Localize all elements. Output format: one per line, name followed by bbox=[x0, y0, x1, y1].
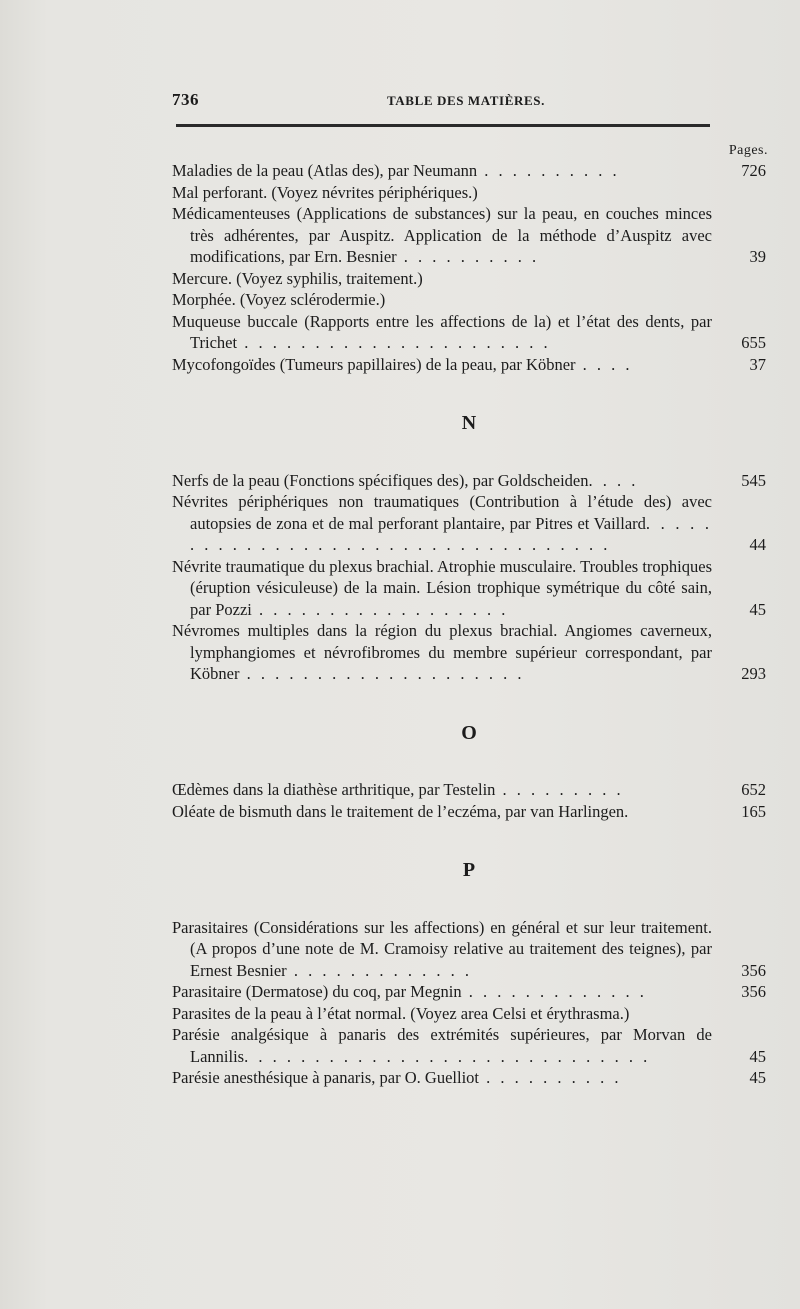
entry-text: Maladies de la peau (Atlas des), par Neumann bbox=[172, 161, 478, 180]
leader-dots: . . . . . . . . . . . . . . . . . . . . . . bbox=[237, 333, 551, 352]
entry-page-number: 652 bbox=[741, 780, 766, 799]
entry-page-number: 726 bbox=[741, 161, 766, 180]
index-entry bbox=[172, 917, 766, 982]
entry-text: Névrites périphériques non traumatiques (Contribution à l’étude des) avec autopsies de zona et de mal perforant plantaire, par Pitres et Vaillard bbox=[172, 492, 712, 533]
entry-page-number: 356 bbox=[741, 960, 766, 980]
entry-page-number: 45 bbox=[749, 599, 766, 619]
entry-text: Parasites de la peau à l’état normal. (Voyez area Celsi et érythrasma.) bbox=[172, 1003, 630, 1023]
index-entry bbox=[172, 203, 766, 268]
page-number: 736 bbox=[172, 90, 199, 109]
entry-text: Parasitaire (Dermatose) du coq, par Megnin bbox=[172, 982, 462, 1001]
pages-column-label: Pages. bbox=[728, 143, 768, 158]
page-header bbox=[172, 90, 712, 112]
index-entry bbox=[172, 182, 766, 204]
leader-dots: . . . . . . . . . . . . . . . . . . . . bbox=[239, 664, 525, 683]
index-entry bbox=[172, 779, 766, 801]
leader-dots: . . . . . . . . . . bbox=[396, 247, 540, 266]
running-title: TABLE DES MATIÈRES. bbox=[387, 93, 545, 108]
entry-text: Nerfs de la peau (Fonctions spécifiques des), par Goldscheiden bbox=[172, 470, 589, 490]
leader-dots: . . . . bbox=[588, 470, 639, 490]
entry-page-number: 45 bbox=[749, 1068, 766, 1087]
entry-page-number: 356 bbox=[741, 982, 766, 1001]
index-entry bbox=[172, 491, 766, 556]
index-entry bbox=[172, 311, 766, 354]
entry-page-number: 165 bbox=[741, 801, 766, 821]
entry-text: Mercure. (Voyez syphilis, traitement.) bbox=[172, 268, 423, 288]
leader-dots: . . . . . . . . . bbox=[495, 780, 624, 799]
index-entry bbox=[172, 268, 766, 290]
leader-dots: . . . . . . . . . . bbox=[477, 161, 620, 180]
section-letter: N bbox=[461, 412, 477, 434]
entry-text: Oléate de bismuth dans le traitement de l’eczéma, par van Harlingen. bbox=[172, 801, 629, 821]
leader-dots: . . . . . . . . . . . . . . . . . . . . . . . . . . . . . bbox=[244, 1046, 651, 1066]
entry-page-number: 655 bbox=[741, 333, 766, 352]
index-entry bbox=[172, 1067, 766, 1089]
index-entry bbox=[172, 160, 766, 182]
leader-dots: . . . . . . . . . . . . . . . . . . bbox=[251, 599, 509, 619]
index-entry bbox=[172, 620, 766, 685]
leader-dots: . . . . . . . . . . . . . . . . . . . . . . . . . . . . . . . . . . . bbox=[190, 513, 713, 554]
entry-page-number: 37 bbox=[749, 354, 766, 374]
entry-text: Morphée. (Voyez sclérodermie.) bbox=[172, 290, 386, 309]
index-entry bbox=[172, 470, 766, 492]
header-rule bbox=[176, 124, 710, 127]
section-letter: P bbox=[462, 859, 476, 881]
index-content bbox=[172, 160, 766, 1089]
index-entry bbox=[172, 981, 766, 1003]
leader-dots: . . . . . . . . . . bbox=[478, 1068, 622, 1087]
entry-text: Parésie anesthésique à panaris, par O. Guelliot bbox=[172, 1068, 479, 1087]
leader-dots: . . . . . . . . . . . . . bbox=[461, 982, 647, 1001]
entry-page-number: 45 bbox=[749, 1046, 766, 1066]
entry-text: Parasitaires (Considérations sur les affections) en général et sur leur traitement. (A propos d’une note de M. Cramoisy relative au traitement des teignes), par Ernest Besnier bbox=[172, 917, 712, 980]
entry-text: Mal perforant. (Voyez névrites périphériques.) bbox=[172, 182, 478, 202]
entry-text: Parésie analgésique à panaris des extrémités supérieures, par Morvan de Lannilis bbox=[172, 1025, 712, 1066]
entry-text: Névromes multiples dans la région du plexus brachial. Angiomes caverneux, lymphangiomes et névrofibromes du membre supérieur correspondant, par Köbner bbox=[172, 621, 712, 683]
section-letter: O bbox=[461, 721, 477, 744]
entry-text: Névrite traumatique du plexus brachial. Atrophie musculaire. Troubles trophiques (éruption vésiculeuse) de la main. Lésion trophique symétrique du côté sain, par Pozzi bbox=[172, 556, 712, 619]
entry-page-number: 545 bbox=[741, 470, 766, 490]
index-entry bbox=[172, 1024, 766, 1067]
entry-text: Mycofongoïdes (Tumeurs papillaires) de la peau, par Köbner bbox=[172, 354, 576, 374]
leader-dots: . . . . . . . . . . . . . bbox=[286, 960, 472, 980]
entry-page-number: 44 bbox=[749, 535, 766, 554]
index-entry bbox=[172, 556, 766, 621]
index-entry bbox=[172, 1003, 766, 1025]
index-entry bbox=[172, 354, 766, 376]
entry-page-number: 293 bbox=[741, 664, 766, 683]
entry-text: Médicamenteuses (Applications de substances) sur la peau, en couches minces très adhérentes, par Auspitz. Application de la méthode d’Auspitz avec modifications, par Ern. Besnier bbox=[172, 204, 712, 266]
entry-text: Muqueuse buccale (Rapports entre les affections de la) et l’état des dents, par Trichet bbox=[172, 311, 712, 352]
index-entry bbox=[172, 801, 766, 823]
entry-text: Œdèmes dans la diathèse arthritique, par Testelin bbox=[172, 780, 496, 799]
entry-page-number: 39 bbox=[749, 247, 766, 266]
index-entry bbox=[172, 289, 766, 311]
leader-dots: . . . . bbox=[575, 354, 633, 374]
